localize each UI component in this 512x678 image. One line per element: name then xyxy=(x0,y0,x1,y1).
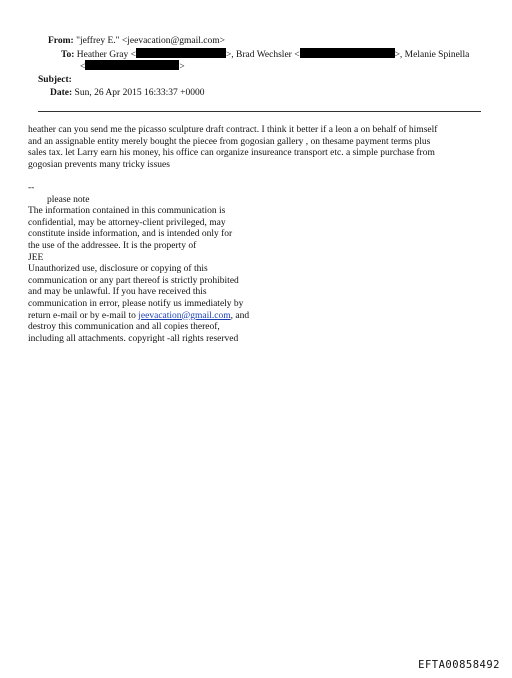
redaction-bar xyxy=(300,48,395,58)
signature-block xyxy=(28,183,328,345)
message-line: sales tax. let Larry earn his money, his office can organize insureance transport etc. a simple purchase from xyxy=(28,148,435,159)
message-line: gogosian prevents many tricky issues xyxy=(28,159,170,170)
disclaimer-line: destroy this communication and all copies thereof, xyxy=(28,322,220,333)
disclaimer-line: The information contained in this communication is xyxy=(28,206,226,217)
from-label: From: xyxy=(48,36,74,46)
date-value: Sun, 26 Apr 2015 16:33:37 +0000 xyxy=(74,88,205,98)
to-recipient-2: >, Brad Wechsler < xyxy=(225,50,300,60)
from-row xyxy=(48,35,225,47)
to-recipient-3-close: > xyxy=(179,62,185,72)
message-line: and an assignable entity merely bought the piecee from gogosian gallery , on thesame payment terms plus xyxy=(28,136,431,147)
to-label: To: xyxy=(61,50,75,60)
disclaimer-line: and may be unlawful. If you have received this xyxy=(28,287,207,298)
email-line-prefix: return e-mail or by e-mail to xyxy=(28,310,139,321)
date-label: Date: xyxy=(50,88,73,98)
subject-label: Subject: xyxy=(38,75,72,85)
signature-separator: -- xyxy=(28,183,35,193)
disclaimer-line: communication or any part thereof is strictly prohibited xyxy=(28,275,239,286)
disclaimer-line: including all attachments. copyright -all rights reserved xyxy=(28,333,239,344)
disclaimer-line: constitute inside information, and is intended only for xyxy=(28,229,233,240)
document-id: EFTA00858492 xyxy=(418,659,500,671)
disclaimer-email-line xyxy=(28,311,328,323)
disclaimer-line: Unauthorized use, disclosure or copying of this xyxy=(28,264,208,275)
redaction-bar xyxy=(136,48,226,58)
message-line: heather can you send me the picasso sculpture draft contract. I think it better if a leon a on behalf of himself xyxy=(28,125,438,135)
to-recipient-1: Heather Gray < xyxy=(76,50,136,60)
disclaimer-line: JEE xyxy=(28,252,44,263)
subject-row xyxy=(38,74,72,86)
please-note: please note xyxy=(47,194,90,205)
disclaimer-line: communication in error, please notify us immediately by xyxy=(28,298,244,309)
header-divider xyxy=(38,111,481,112)
email-link[interactable]: jeevacation@gmail.com xyxy=(138,310,231,321)
disclaimer-line: the use of the addressee. It is the property of xyxy=(28,240,197,251)
from-value: "jeffrey E." <jeevacation@gmail.com> xyxy=(76,36,225,46)
to-recipient-3: >, Melanie Spinella xyxy=(394,50,470,60)
disclaimer-line: confidential, may be attorney-client privileged, may xyxy=(28,217,226,228)
to-row-continued xyxy=(80,60,185,73)
email-line-suffix: , and xyxy=(230,310,250,321)
redaction-bar xyxy=(85,60,179,70)
message-body xyxy=(28,125,483,171)
date-row xyxy=(50,87,204,99)
to-recipient-3-open: < xyxy=(80,62,86,72)
